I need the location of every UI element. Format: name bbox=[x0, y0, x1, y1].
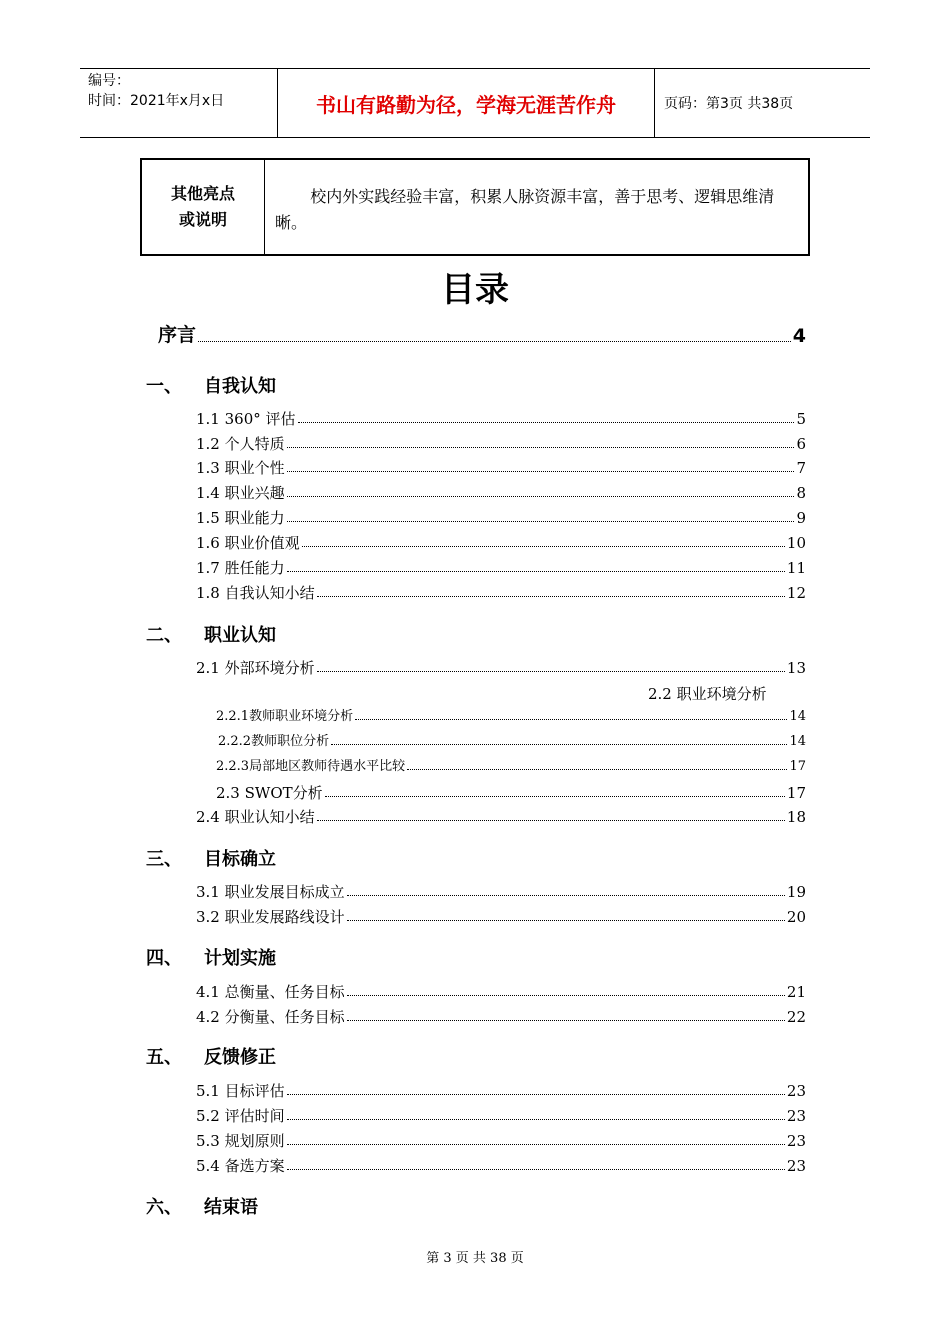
toc-section-6[interactable]: 六、 结束语 bbox=[146, 1197, 258, 1218]
header-page-info: 页码：第3页 共38页 bbox=[664, 96, 794, 112]
toc-entry[interactable] bbox=[196, 435, 806, 453]
toc-leader bbox=[347, 919, 785, 921]
toc-entry-label: 1.5 职业能力 bbox=[196, 509, 285, 527]
toc-entry[interactable] bbox=[218, 734, 806, 750]
toc-entry[interactable] bbox=[216, 709, 806, 725]
toc-leader bbox=[331, 743, 787, 745]
toc-entry[interactable] bbox=[196, 584, 806, 602]
toc-heading-2-2: 2.2 职业环境分析 bbox=[648, 685, 767, 703]
highlights-label-line2: 或说明 bbox=[178, 210, 227, 229]
toc-entry[interactable] bbox=[216, 784, 806, 802]
toc-entry[interactable] bbox=[196, 659, 806, 677]
toc-entry-page: 4 bbox=[792, 325, 806, 347]
toc-leader bbox=[287, 470, 795, 472]
toc-leader bbox=[287, 1093, 785, 1095]
highlights-table bbox=[140, 158, 810, 256]
toc-entry-label: 1.1 360° 评估 bbox=[196, 410, 296, 428]
toc-leader bbox=[287, 570, 785, 572]
toc-entry-page: 5 bbox=[796, 410, 806, 428]
toc-entry-label: 1.7 胜任能力 bbox=[196, 559, 285, 577]
date-label: 时间：2021年x月x日 bbox=[88, 93, 225, 109]
toc-leader bbox=[325, 795, 785, 797]
toc-leader bbox=[407, 768, 787, 770]
toc-entry-label: 2.2.3局部地区教师待遇水平比较 bbox=[216, 759, 406, 774]
toc-entry[interactable] bbox=[196, 983, 806, 1001]
page-header bbox=[80, 68, 870, 138]
toc-entry-label: 2.2.1教师职业环境分析 bbox=[216, 709, 354, 724]
toc-entry[interactable] bbox=[196, 484, 806, 502]
toc-entry-page: 23 bbox=[786, 1132, 806, 1150]
toc-entry[interactable] bbox=[196, 1132, 806, 1150]
page-footer: 第 3 页 共 38 页 bbox=[426, 1251, 524, 1266]
toc-entry[interactable] bbox=[196, 1107, 806, 1125]
toc-entry-label: 5.3 规划原则 bbox=[196, 1132, 285, 1150]
toc-section-2[interactable]: 二、 职业认知 bbox=[146, 625, 276, 646]
toc-section-4[interactable]: 四、 计划实施 bbox=[146, 948, 276, 969]
toc-entry-label: 5.1 目标评估 bbox=[196, 1082, 285, 1100]
number-label: 编号： bbox=[88, 73, 130, 89]
toc-leader bbox=[317, 819, 785, 821]
toc-entry-page: 12 bbox=[786, 584, 806, 602]
toc-entry[interactable] bbox=[196, 534, 806, 552]
toc-entry[interactable] bbox=[196, 908, 806, 926]
toc-entry-label: 5.2 评估时间 bbox=[196, 1107, 285, 1125]
toc-entry[interactable] bbox=[196, 1082, 806, 1100]
toc-leader bbox=[317, 670, 785, 672]
toc-entry-page: 6 bbox=[796, 435, 806, 453]
toc-leader bbox=[287, 1118, 785, 1120]
toc-section-5[interactable]: 五、 反馈修正 bbox=[146, 1047, 276, 1068]
toc-entry-label: 2.3 SWOT分析 bbox=[216, 784, 323, 802]
toc-entry-label: 1.3 职业个性 bbox=[196, 459, 285, 477]
toc-entry[interactable] bbox=[196, 459, 806, 477]
toc-entry-page: 19 bbox=[786, 883, 806, 901]
toc-entry-label: 2.2.2教师职位分析 bbox=[218, 734, 330, 749]
toc-entry-label: 序言 bbox=[158, 324, 197, 346]
toc-entry-page: 7 bbox=[796, 459, 806, 477]
toc-section-3[interactable]: 三、 目标确立 bbox=[146, 849, 276, 870]
toc-entry-page: 14 bbox=[789, 734, 806, 749]
toc-entry-label: 4.2 分衡量、任务目标 bbox=[196, 1008, 345, 1026]
toc-leader bbox=[317, 595, 785, 597]
toc-entry[interactable] bbox=[196, 1157, 806, 1175]
toc-entry-label: 4.1 总衡量、任务目标 bbox=[196, 983, 345, 1001]
toc-leader bbox=[347, 994, 785, 996]
header-meta bbox=[80, 69, 278, 137]
toc-entry-label: 1.6 职业价值观 bbox=[196, 534, 300, 552]
highlights-text: 校内外实践经验丰富，积累人脉资源丰富，善于思考、逻辑思维清晰。 bbox=[275, 187, 775, 232]
toc-entry-page: 8 bbox=[796, 484, 806, 502]
toc-entry-page: 11 bbox=[786, 559, 806, 577]
toc-entry[interactable] bbox=[196, 509, 806, 527]
highlights-label bbox=[142, 160, 265, 254]
toc-entry-label: 3.1 职业发展目标成立 bbox=[196, 883, 345, 901]
toc-entry-label: 2.4 职业认知小结 bbox=[196, 808, 315, 826]
toc-entry-page: 10 bbox=[786, 534, 806, 552]
toc-entry-page: 18 bbox=[786, 808, 806, 826]
toc-leader bbox=[347, 894, 785, 896]
toc-section-1[interactable]: 一、 自我认知 bbox=[146, 376, 276, 397]
toc-entry[interactable] bbox=[196, 1008, 806, 1026]
toc-entry-label: 1.4 职业兴趣 bbox=[196, 484, 285, 502]
toc-entry-label: 1.8 自我认知小结 bbox=[196, 584, 315, 602]
toc-entry-page: 17 bbox=[786, 784, 806, 802]
toc-entry-page: 20 bbox=[786, 908, 806, 926]
toc-entry-page: 17 bbox=[789, 759, 806, 774]
toc-leader bbox=[302, 545, 785, 547]
toc-leader bbox=[355, 718, 787, 720]
toc-entry-page: 14 bbox=[789, 709, 806, 724]
toc-entry-page: 9 bbox=[796, 509, 806, 527]
toc-entry[interactable] bbox=[196, 808, 806, 826]
toc-leader bbox=[287, 520, 795, 522]
toc-entry-label: 2.1 外部环境分析 bbox=[196, 659, 315, 677]
toc-entry-page: 13 bbox=[786, 659, 806, 677]
header-motto: 书山有路勤为径，学海无涯苦作舟 bbox=[278, 69, 655, 137]
toc-entry[interactable] bbox=[216, 759, 806, 775]
toc-entry[interactable] bbox=[196, 559, 806, 577]
toc-entry-preface[interactable] bbox=[158, 320, 806, 347]
highlights-label-line1: 其他亮点 bbox=[170, 184, 235, 203]
toc-entry-page: 22 bbox=[786, 1008, 806, 1026]
toc-leader bbox=[198, 340, 791, 342]
toc-entry[interactable] bbox=[196, 410, 806, 428]
toc-entry-page: 23 bbox=[786, 1082, 806, 1100]
toc-leader bbox=[287, 495, 795, 497]
toc-entry-label: 5.4 备选方案 bbox=[196, 1157, 285, 1175]
toc-leader bbox=[347, 1019, 785, 1021]
toc-entry-page: 23 bbox=[786, 1107, 806, 1125]
toc-entry-label: 1.2 个人特质 bbox=[196, 435, 285, 453]
toc-leader bbox=[287, 446, 795, 448]
toc-leader bbox=[287, 1168, 785, 1170]
toc-leader bbox=[287, 1143, 785, 1145]
toc-title: 目录 bbox=[441, 270, 509, 310]
toc-entry-label: 3.2 职业发展路线设计 bbox=[196, 908, 345, 926]
toc-entry-page: 23 bbox=[786, 1157, 806, 1175]
toc-leader bbox=[298, 421, 795, 423]
toc-entry[interactable] bbox=[196, 883, 806, 901]
toc-entry-page: 21 bbox=[786, 983, 806, 1001]
